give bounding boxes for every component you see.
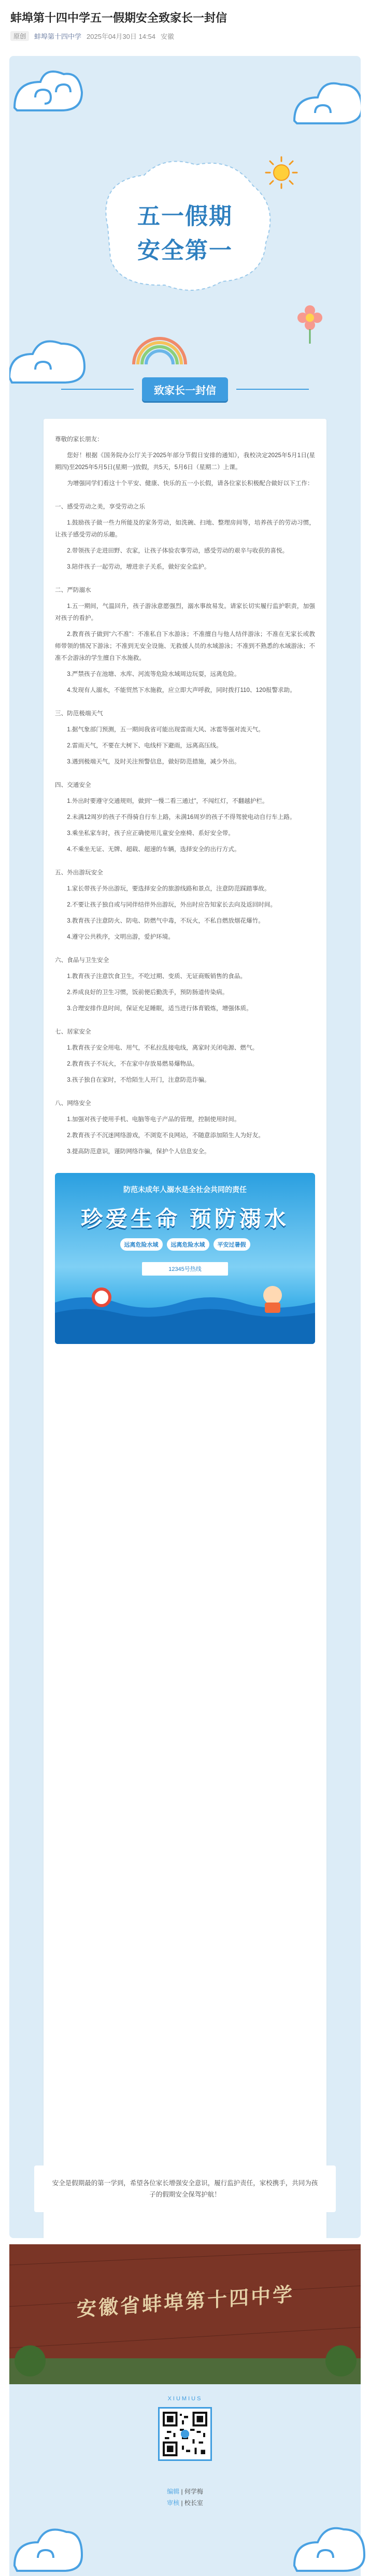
publish-date: 2025年04月30日 14:54 — [87, 33, 156, 40]
letter-card — [9, 56, 361, 2238]
section-paragraph: 3.教育孩子注意防火、防电、防燃气中毒，不玩火，不私自燃放烟花爆竹。 — [67, 917, 264, 924]
rainbow-icon — [123, 331, 196, 367]
qr-code[interactable] — [158, 2407, 212, 2461]
poster-pill: 远离危险水域 — [167, 1238, 209, 1251]
account-link[interactable]: 蚌埠第十四中学 — [34, 33, 82, 40]
closing-note-text: 安全是假期最的第一学到，希望各位家长增强安全意识，履行监护责任，家校携手，共同为孩子的假期安全保驾护航！ — [52, 2179, 318, 2198]
school-photo — [9, 2244, 361, 2384]
article-header — [0, 0, 370, 54]
hero-title — [9, 201, 361, 266]
section-paragraph: 2.雷雨天气，不要在大树下、电线杆下避雨，远离高压线。 — [67, 742, 222, 749]
hero-line-2: 安全第一 — [137, 238, 233, 263]
letter-intro: 您好！根据《国务院办公厅关于2025年部分节假日安排的通知》，我校决定2025年5月1日(星期四)至2025年5月5日(星期一)放假，共5天，5月6日（星期二）上课。 — [55, 452, 315, 471]
section-paragraph: 3.遇到极端天气，及时关注预警信息，做好防范措施，减少外出。 — [67, 758, 240, 765]
section-title: 六、食品与卫生安全 — [55, 957, 109, 964]
reviewer-name: 校长室 — [184, 2499, 203, 2507]
section-paragraph: 2.未满12周岁的孩子不得骑自行车上路，未满16周岁的孩子不得驾驶电动自行车上路。 — [67, 814, 296, 820]
section-title: 一、感受劳动之美，享受劳动之乐 — [55, 503, 145, 510]
section-title: 七、居家安全 — [55, 1028, 91, 1035]
letter-sections — [55, 501, 315, 1157]
poster-ribbon: 12345号热线 — [142, 1262, 228, 1276]
section-title: 八、网络安全 — [55, 1100, 91, 1107]
letter-intro-2: 为增强同学们看这十个平安、健康、快乐的五一小长假，请各位家长积极配合做好以下工作： — [67, 480, 314, 487]
article-meta — [10, 31, 360, 41]
letter-banner: 致家长一封信 — [142, 377, 228, 401]
flower-icon — [289, 300, 331, 346]
original-tag: 原创 — [10, 31, 29, 41]
section-paragraph: 4.不乘坐无证、无牌、超载、超速的车辆，选择安全的出行方式。 — [67, 846, 240, 853]
credits — [9, 2486, 361, 2509]
letter-body — [44, 419, 326, 2238]
banner-line-left — [61, 389, 134, 390]
poster-pills — [55, 1238, 315, 1251]
poster-top-text: 防范未成年人溺水是全社会共同的责任 — [123, 1185, 247, 1194]
editor-credit — [9, 2486, 361, 2497]
section-paragraph: 3.陪伴孩子一起劳动，增进亲子关系，做好安全监护。 — [67, 563, 210, 570]
editor-role: 编辑 — [167, 2488, 180, 2495]
editor-name: 何学梅 — [184, 2488, 203, 2495]
section-paragraph: 2.教育孩子做到“六不准”：不准私自下水游泳；不准擅自与他人结伴游泳；不准在无家长或教师带领的情况下游泳；不准到无安全设施、无救援人员的水域游泳；不准到不熟悉的水域游泳；不准不会游泳的学生擅自下水施救。 — [55, 631, 315, 661]
section-title: 二、严防溺水 — [55, 587, 91, 593]
section-paragraph: 3.提高防范意识，谨防网络诈骗，保护个人信息安全。 — [67, 1148, 210, 1155]
swirl-cloud-icon — [289, 72, 361, 134]
banner-line-right — [236, 389, 309, 390]
section-title: 五、外出游玩安全 — [55, 869, 103, 876]
swirl-cloud-icon — [9, 325, 92, 388]
article-title: 蚌埠第十四中学五一假期安全致家长一封信 — [10, 11, 227, 24]
letter-greeting: 尊敬的家长朋友： — [55, 436, 103, 443]
section-paragraph: 1.五一期间，气温回升，孩子游泳意愿强烈，溺水事故易发。请家长切实履行监护职责，加强对孩子的看护。 — [55, 603, 315, 621]
credit-separator: | — [181, 2488, 184, 2495]
section-paragraph: 1.教育孩子安全用电、用气，不私拉乱接电线，离家时关闭电源、燃气。 — [67, 1044, 259, 1051]
school-sign-text: 安徽省蚌埠第十四中学 — [76, 2282, 294, 2321]
section-paragraph: 1.据气象部门预测，五一期间我省可能出现雷雨大风、冰雹等强对流天气。 — [67, 726, 264, 733]
section-paragraph: 4.遵守公共秩序，文明出游，爱护环境。 — [67, 933, 174, 940]
reviewer-role: 审核 — [167, 2499, 180, 2507]
section-paragraph: 2.教育孩子不玩火，不在家中存放易燃易爆物品。 — [67, 1060, 198, 1067]
section-paragraph: 2.养成良好的卫生习惯，饭前便后勤洗手，预防肠道传染病。 — [67, 989, 229, 996]
section-paragraph: 1.外出时要遵守交通规则，做到“一慢二看三通过”，不闯红灯，不翻越护栏。 — [67, 798, 268, 804]
section-paragraph: 1.教育孩子注意饮食卫生，不吃过期、变质、无证商贩销售的食品。 — [67, 973, 247, 980]
closing-note — [34, 2165, 336, 2212]
credit-separator: | — [181, 2499, 184, 2507]
section-paragraph: 2.教育孩子不沉迷网络游戏，不浏览不良网站，不随意添加陌生人为好友。 — [67, 1132, 264, 1139]
section-paragraph: 3.合理安排作息时间，保证充足睡眠，适当进行体育锻炼，增强体质。 — [67, 1005, 252, 1012]
reviewer-credit — [9, 2497, 361, 2509]
section-paragraph: 3.孩子独自在家时，不给陌生人开门，注意防范诈骗。 — [67, 1077, 210, 1083]
water-wave-icon — [55, 1282, 315, 1344]
footer-area — [9, 2384, 361, 2576]
section-paragraph: 2.带领孩子走进田野、农家，让孩子体验农事劳动，感受劳动的艰辛与收获的喜悦。 — [67, 547, 289, 554]
section-paragraph: 3.乘坐私家车时，孩子应正确使用儿童安全座椅、系好安全带。 — [67, 830, 234, 837]
section-paragraph: 4.发现有人溺水，不能贸然下水施救，应立即大声呼救，同时拨打110、120报警求助。 — [67, 687, 296, 693]
section-title: 四、交通安全 — [55, 782, 91, 788]
section-title: 三、防范极端天气 — [55, 710, 103, 717]
poster-pill: 平安过暑假 — [214, 1238, 250, 1251]
swirl-cloud-icon — [289, 2514, 367, 2576]
hero-line-1: 五一假期 — [137, 204, 233, 229]
location: 安徽 — [161, 33, 175, 40]
section-paragraph: 2.不要让孩子独自或与同伴结伴外出游玩，外出时应告知家长去向及返回时间。 — [67, 901, 277, 908]
section-paragraph: 1.家长带孩子外出游玩，要选择安全的旅游线路和景点，注意防范踩踏事故。 — [67, 885, 271, 892]
swirl-cloud-icon — [9, 61, 87, 123]
poster-headline: 珍爱生命 预防溺水 — [81, 1207, 289, 1231]
poster-pill: 远离危险水域 — [120, 1238, 163, 1251]
drowning-prevention-poster — [55, 1173, 315, 1344]
qr-code-icon — [163, 2412, 207, 2456]
section-paragraph: 3.严禁孩子在池塘、水库、河流等危险水域周边玩耍，远离危险。 — [67, 671, 240, 677]
brand-label: XIUMIUS — [167, 2396, 203, 2402]
section-paragraph: 1.鼓励孩子做一些力所能及的家务劳动，如洗碗、扫地、整理房间等，培养孩子的劳动习惯，让孩子感受劳动的乐趣。 — [55, 519, 315, 538]
swirl-cloud-icon — [4, 2514, 87, 2576]
section-paragraph: 1.加强对孩子使用手机、电脑等电子产品的管理，控制使用时间。 — [67, 1116, 240, 1123]
